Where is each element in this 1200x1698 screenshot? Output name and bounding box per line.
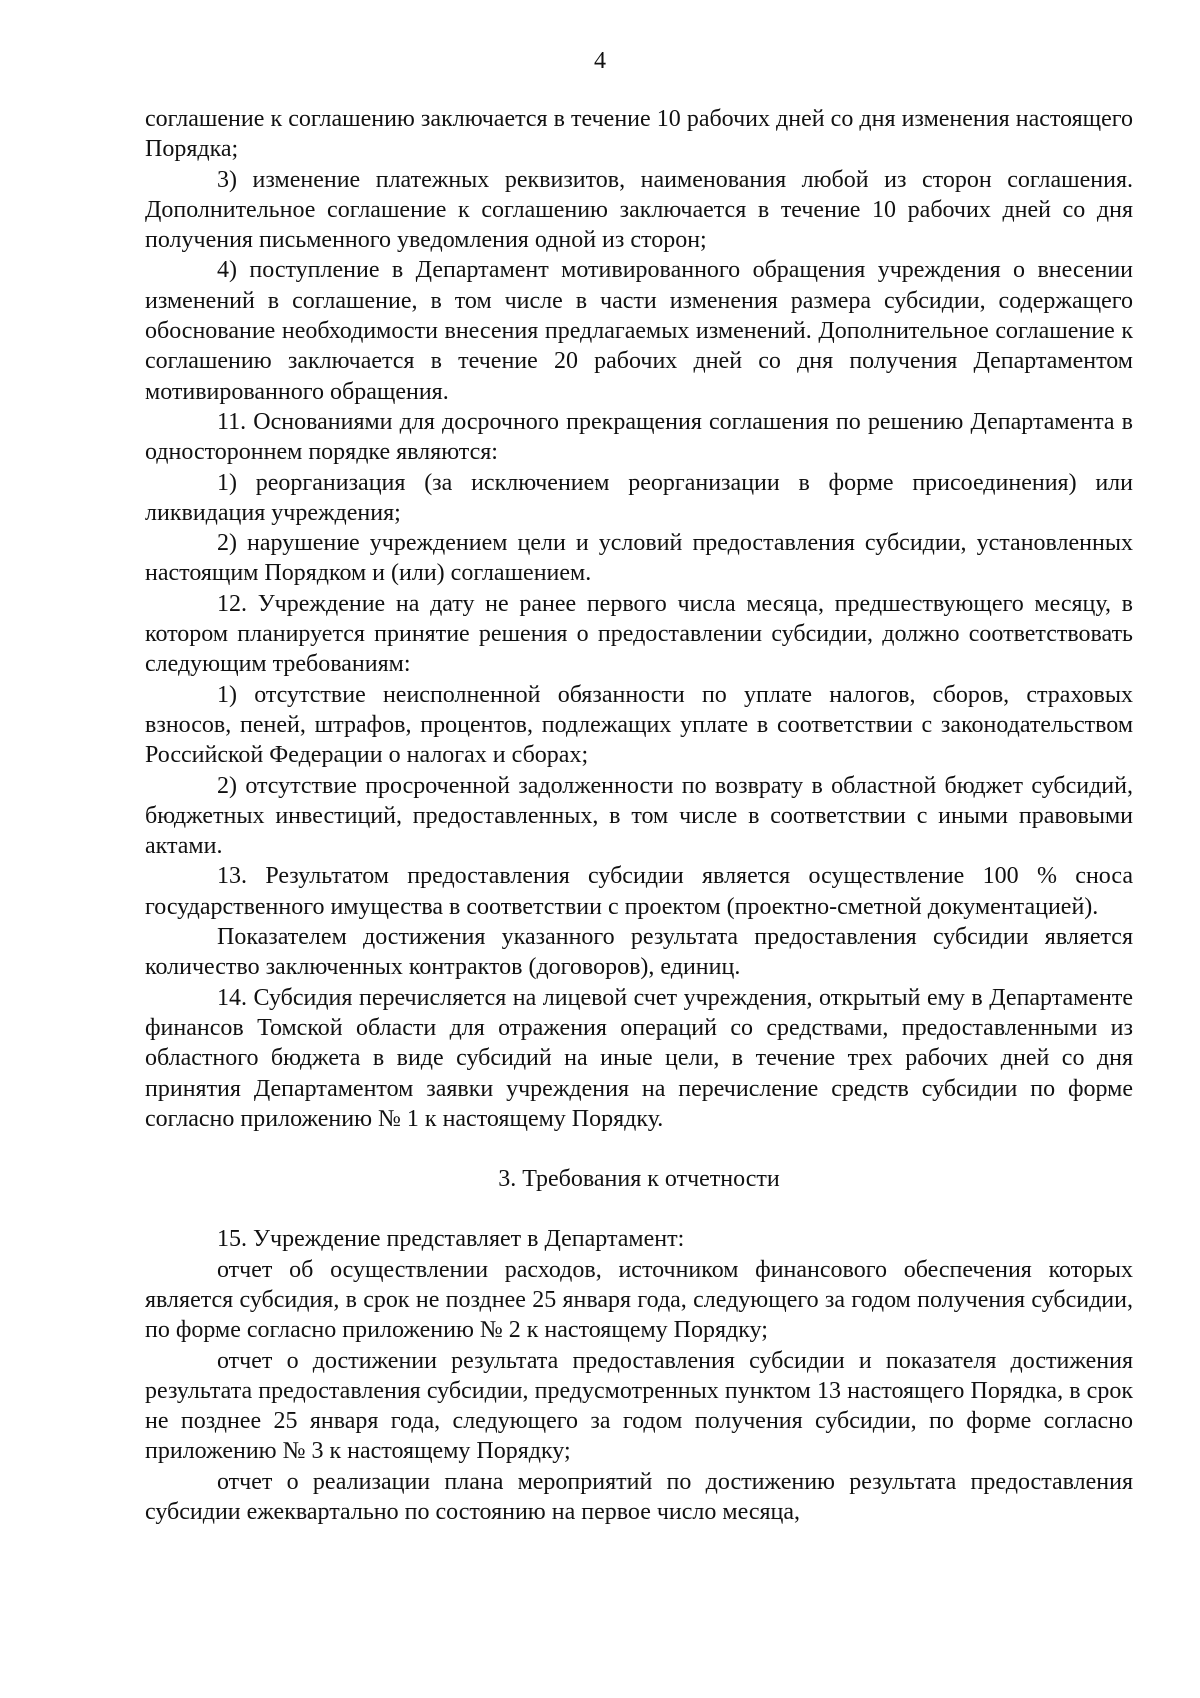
paragraph-clause-11-item-1: 1) реорганизация (за исключением реорганизации в форме присоединения) или ликвидация учреждения; — [145, 469, 1133, 526]
paragraph-clause-12-item-1: 1) отсутствие неисполненной обязанности по уплате налогов, сборов, страховых взносов, пеней, штрафов, процентов, подлежащих уплате в соответствии с законодательством Российской Федерации о налогах и сборах; — [145, 681, 1133, 769]
paragraph-clause-15: 15. Учреждение представляет в Департамент: — [217, 1226, 685, 1253]
paragraph-report-expenses: отчет об осуществлении расходов, источником финансового обеспечения которых является субсидия, в срок не позднее 25 января года, следующего за годом получения субсидии, по форме согласно приложению № 2 к настоящему Порядку; — [145, 1256, 1133, 1344]
section-heading: 3. Требования к отчетности — [498, 1166, 780, 1193]
paragraph-report-plan: отчет о реализации плана мероприятий по достижению результата предоставления субсидии ежеквартально по состоянию на первое число месяца, — [145, 1468, 1133, 1526]
paragraph-clause-11: 11. Основаниями для досрочного прекращения соглашения по решению Департамента в одностороннем порядке являются: — [145, 408, 1133, 466]
paragraph-indicator: Показателем достижения указанного результата предоставления субсидии является количество заключенных контрактов (договоров), единиц. — [145, 924, 1133, 981]
document-body — [145, 104, 1133, 1527]
paragraph-clause-12-item-2: 2) отсутствие просроченной задолженности по возврату в областной бюджет субсидий, бюджетных инвестиций, предоставленных, в том числе в соответствии с иными правовыми актами. — [145, 772, 1133, 860]
paragraph-item-3: 3) изменение платежных реквизитов, наименования любой из сторон соглашения. Дополнительное соглашение к соглашению заключается в течение 10 рабочих дней со дня получения письменного уведомления одной из сторон; — [145, 166, 1133, 254]
paragraph-clause-11-item-2: 2) нарушение учреждением цели и условий предоставления субсидии, установленных настоящим Порядком и (или) соглашением. — [145, 530, 1133, 587]
paragraph-clause-14: 14. Субсидия перечисляется на лицевой счет учреждения, открытый ему в Департаменте финансов Томской области для отражения операций со средствами, предоставленными из областного бюджета в виде субсидий на иные цели, в течение трех рабочих дней со дня принятия Департаментом заявки учреждения на перечисление средств субсидии по форме согласно приложению № 1 к настоящему Порядку. — [145, 984, 1133, 1132]
paragraph-continuation: соглашение к соглашению заключается в течение 10 рабочих дней со дня изменения настоящего Порядка; — [145, 106, 1133, 163]
page-number: 4 — [594, 48, 606, 74]
paragraph-item-4: 4) поступление в Департамент мотивированного обращения учреждения о внесении изменений в соглашение, в том числе в части изменения размера субсидии, содержащего обоснование необходимости внесения предлагаемых изменений. Дополнительное соглашение к соглашению заключается в течение 20 рабочих дней со дня получения Департаментом мотивированного обращения. — [145, 257, 1133, 405]
paragraph-clause-13: 13. Результатом предоставления субсидии является осуществление 100 % сноса государственного имущества в соответствии с проектом (проектно-сметной документацией). — [145, 863, 1133, 920]
paragraph-clause-12: 12. Учреждение на дату не ранее первого числа месяца, предшествующего месяцу, в котором планируется принятие решения о предоставлении субсидии, должно соответствовать следующим требованиям: — [145, 590, 1133, 678]
paragraph-report-result: отчет о достижении результата предоставления субсидии и показателя достижения результата предоставления субсидии, предусмотренных пунктом 13 настоящего Порядка, в срок не позднее 25 января года, следующего за годом получения субсидии, по форме согласно приложению № 3 к настоящему Порядку; — [145, 1347, 1133, 1465]
